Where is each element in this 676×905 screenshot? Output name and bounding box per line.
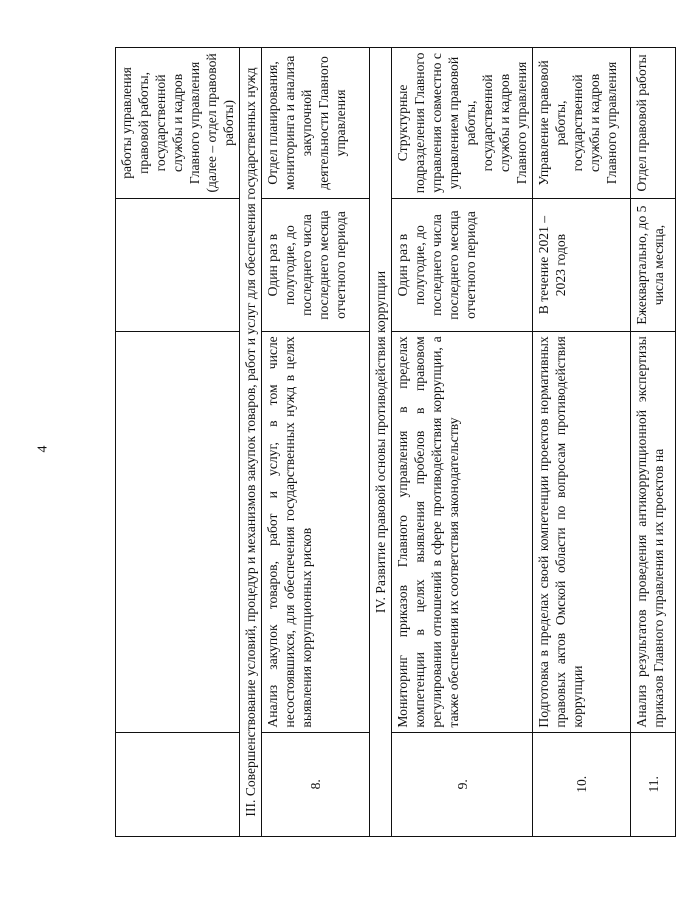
cell-term [116, 198, 240, 331]
table-row [262, 48, 370, 837]
section-heading-row [370, 48, 392, 837]
row-action: Анализ результатов проведения антикоррупционной экспертизы приказов Главного управления и их проектов на [631, 332, 676, 732]
table-row-continuation [116, 48, 240, 837]
table-row [631, 48, 676, 837]
row-responsible: Отдел планирования, мониторинга и анализа закупочной деятельности Главного управления [262, 48, 370, 199]
row-number: 10. [533, 732, 631, 836]
section-heading-row [240, 48, 262, 837]
row-responsible: Отдел правовой работы [631, 48, 676, 199]
row-number: 11. [631, 732, 676, 836]
table-row [392, 48, 533, 837]
row-action: Подготовка в пределах своей компетенции проектов нормативных правовых актов Омской области по вопросам противодействия коррупции [533, 332, 631, 732]
table-row [533, 48, 631, 837]
row-term: Один раз в полугодие, до последнего числа последнего месяца отчетного периода [262, 198, 370, 331]
row-term: Ежеквартально, до 5 числа месяца, [631, 198, 676, 331]
cell-responsible: работы управления правовой работы, государственной службы и кадров Главного управления (далее – отдел правовой работы) [116, 48, 240, 199]
anticorruption-plan-table [115, 47, 676, 837]
page-number: 4 [35, 445, 51, 453]
section-heading-3: III. Совершенствование условий, процедур и механизмов закупок товаров, работ и услуг для обеспечения государственных нужд [240, 48, 262, 837]
cell-num [116, 732, 240, 836]
row-number: 9. [392, 732, 533, 836]
row-term: В течение 2021 – 2023 годов [533, 198, 631, 331]
row-responsible: Управление правовой работы, государственной службы и кадров Главного управления [533, 48, 631, 199]
row-action: Мониторинг приказов Главного управления в пределах компетенции в целях выявления пробелов в правовом регулировании отношений в сфере противодействия коррупции, а также обеспечения их соответствия законодательству [392, 332, 533, 732]
row-responsible: Структурные подразделения Главного управления совместно с управлением правовой работы, государственной службы и кадров Главного управления [392, 48, 533, 199]
row-term: Один раз в полугодие, до последнего числа последнего месяца отчетного периода [392, 198, 533, 331]
rotated-table-page [115, 47, 666, 837]
cell-action [116, 332, 240, 732]
row-number: 8. [262, 732, 370, 836]
row-action: Анализ закупок товаров, работ и услуг, в том числе несостоявшихся, для обеспечения государственных нужд в целях выявления коррупционных рисков [262, 332, 370, 732]
section-heading-4: IV. Развитие правовой основы противодействия коррупции [370, 48, 392, 837]
